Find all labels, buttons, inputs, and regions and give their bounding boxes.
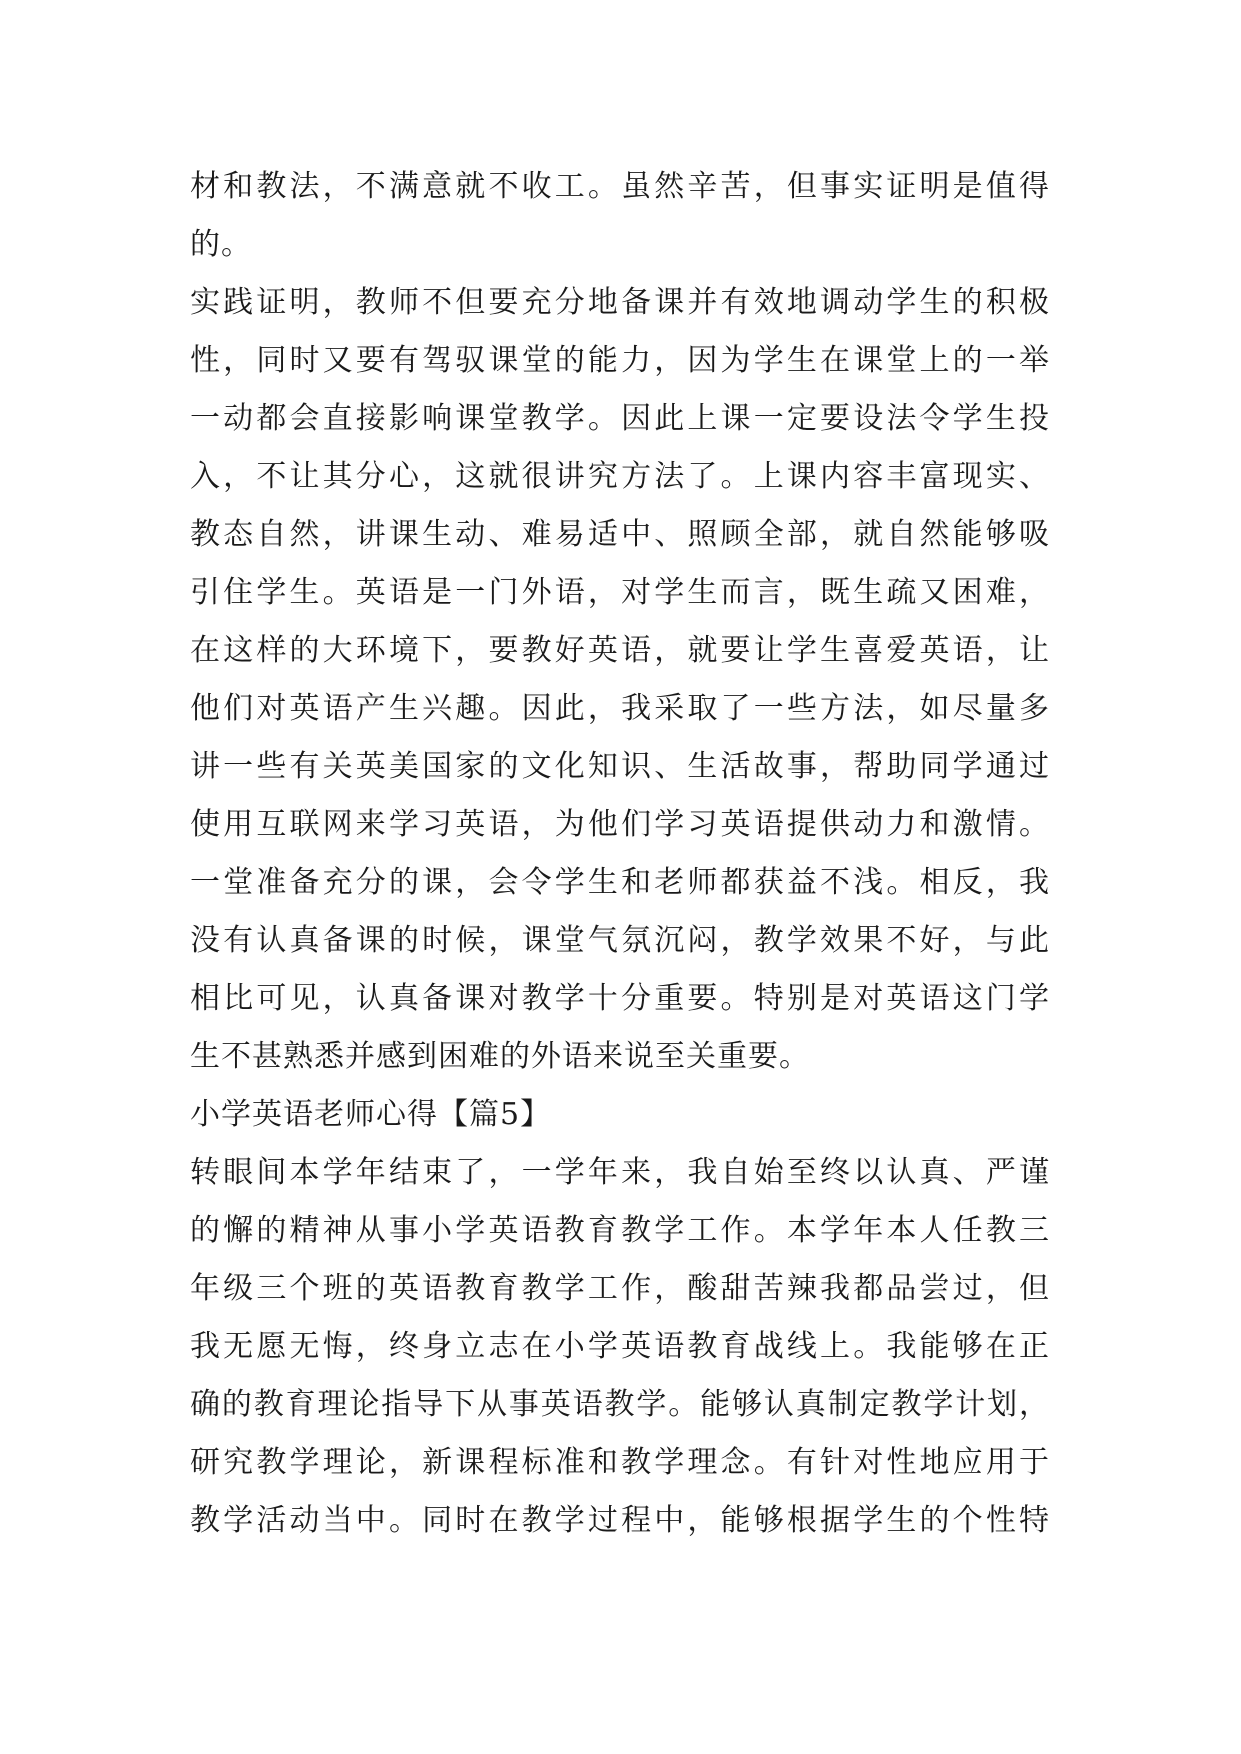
text-line: 在这样的大环境下，要教好英语，就要让学生喜爱英语，让 — [190, 633, 1050, 668]
text-line: 转眼间本学年结束了，一学年来，我自始至终以认真、严谨 — [190, 1155, 1050, 1190]
text-line: 我无愿无悔，终身立志在小学英语教育战线上。我能够在正 — [190, 1329, 1050, 1364]
text-line: 相比可见，认真备课对教学十分重要。特别是对英语这门学 — [190, 981, 1050, 1016]
section-heading: 小学英语老师心得【篇5】 — [190, 1097, 552, 1132]
text-line: 生不甚熟悉并感到困难的外语来说至关重要。 — [190, 1039, 810, 1074]
document-body — [190, 158, 1050, 1550]
text-line: 一动都会直接影响课堂教学。因此上课一定要设法令学生投 — [190, 401, 1050, 436]
text-line: 确的教育理论指导下从事英语教学。能够认真制定教学计划， — [190, 1387, 1050, 1422]
text-line: 教学活动当中。同时在教学过程中，能够根据学生的个性特 — [190, 1503, 1050, 1538]
text-line: 性，同时又要有驾驭课堂的能力，因为学生在课堂上的一举 — [190, 343, 1050, 378]
text-line: 使用互联网来学习英语，为他们学习英语提供动力和激情。 — [190, 807, 1050, 842]
text-line: 的懈的精神从事小学英语教育教学工作。本学年本人任教三 — [190, 1213, 1050, 1248]
text-line: 研究教学理论，新课程标准和教学理念。有针对性地应用于 — [190, 1445, 1050, 1480]
text-line: 年级三个班的英语教育教学工作，酸甜苦辣我都品尝过，但 — [190, 1271, 1050, 1306]
text-line: 引住学生。英语是一门外语，对学生而言，既生疏又困难， — [190, 575, 1050, 610]
text-line: 没有认真备课的时候，课堂气氛沉闷，教学效果不好，与此 — [190, 923, 1050, 958]
text-line: 实践证明，教师不但要充分地备课并有效地调动学生的积极 — [190, 285, 1050, 320]
text-line: 的。 — [190, 227, 252, 262]
text-line: 材和教法，不满意就不收工。虽然辛苦，但事实证明是值得 — [190, 169, 1050, 204]
text-line: 他们对英语产生兴趣。因此，我采取了一些方法，如尽量多 — [190, 691, 1050, 726]
text-line: 讲一些有关英美国家的文化知识、生活故事，帮助同学通过 — [190, 749, 1050, 784]
text-line: 入，不让其分心，这就很讲究方法了。上课内容丰富现实、 — [190, 459, 1050, 494]
text-line: 一堂准备充分的课，会令学生和老师都获益不浅。相反，我 — [190, 865, 1050, 900]
text-line: 教态自然，讲课生动、难易适中、照顾全部，就自然能够吸 — [190, 517, 1050, 552]
